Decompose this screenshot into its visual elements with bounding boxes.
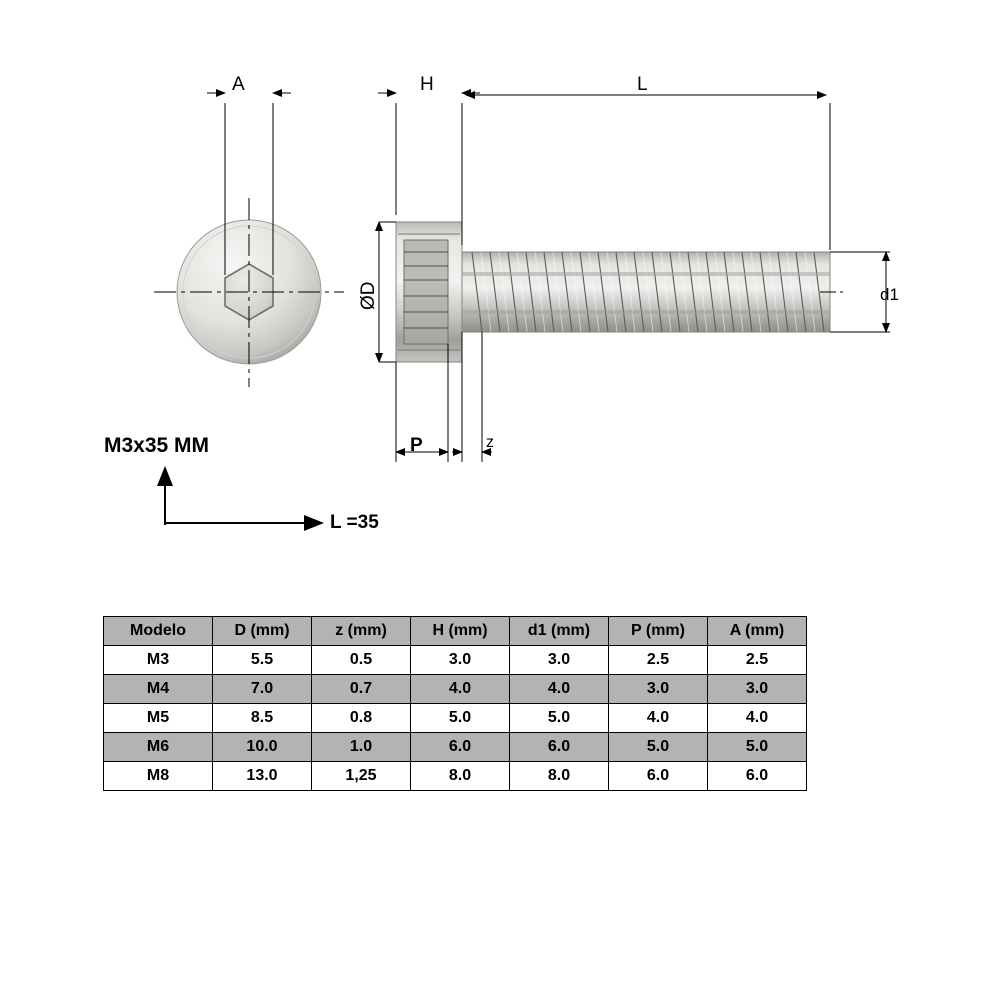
dimension-head-diameter — [379, 222, 396, 362]
table-cell: 4.0 — [609, 704, 708, 733]
table-row — [104, 675, 807, 704]
table-header-cell: P (mm) — [609, 617, 708, 646]
table-cell: 4.0 — [510, 675, 609, 704]
table-cell: 8.5 — [213, 704, 312, 733]
table-row — [104, 704, 807, 733]
table-cell: 4.0 — [411, 675, 510, 704]
table-cell: 1.0 — [312, 733, 411, 762]
table-header-cell: A (mm) — [708, 617, 807, 646]
table-cell: M5 — [104, 704, 213, 733]
dimension-label-H: H — [420, 74, 434, 95]
table-row — [104, 646, 807, 675]
table-cell: M8 — [104, 762, 213, 791]
table-cell: 2.5 — [609, 646, 708, 675]
dimension-label-A: A — [232, 74, 245, 95]
table-cell: 6.0 — [411, 733, 510, 762]
table-cell: 10.0 — [213, 733, 312, 762]
table-cell: 0.5 — [312, 646, 411, 675]
socket-head-screw-front-view — [154, 198, 344, 387]
table-cell: 2.5 — [708, 646, 807, 675]
table-cell: 6.0 — [609, 762, 708, 791]
table-cell: 5.5 — [213, 646, 312, 675]
table-cell: 5.0 — [609, 733, 708, 762]
table-cell: 5.0 — [411, 704, 510, 733]
dimension-label-d1: d1 — [880, 285, 899, 304]
socket-head-screw-side-view — [396, 222, 846, 362]
table-cell: 0.7 — [312, 675, 411, 704]
table-cell: 6.0 — [510, 733, 609, 762]
table-cell: 5.0 — [708, 733, 807, 762]
table-header-cell: Modelo — [104, 617, 213, 646]
table-header-cell: d1 (mm) — [510, 617, 609, 646]
table-header-cell: H (mm) — [411, 617, 510, 646]
table-cell: 3.0 — [708, 675, 807, 704]
table-cell: 13.0 — [213, 762, 312, 791]
table-cell: 5.0 — [510, 704, 609, 733]
part-title: M3x35 MM — [104, 434, 210, 457]
table-cell: 7.0 — [213, 675, 312, 704]
table-cell: 4.0 — [708, 704, 807, 733]
table-cell: M6 — [104, 733, 213, 762]
dimension-label-head-diameter: ØD — [358, 281, 379, 310]
table-cell: 1,25 — [312, 762, 411, 791]
dimension-label-z: z — [486, 434, 494, 451]
callout-arrow-group — [165, 468, 322, 525]
table-cell: M4 — [104, 675, 213, 704]
table-cell: 3.0 — [411, 646, 510, 675]
table-header-cell: D (mm) — [213, 617, 312, 646]
table-cell: 3.0 — [609, 675, 708, 704]
table-cell: 0.8 — [312, 704, 411, 733]
table-cell: 8.0 — [411, 762, 510, 791]
dimension-label-L: L — [637, 74, 648, 95]
dimension-label-P: P — [410, 435, 423, 456]
table-row — [104, 733, 807, 762]
table-cell: 6.0 — [708, 762, 807, 791]
table-cell: 3.0 — [510, 646, 609, 675]
dimension-L — [466, 95, 830, 250]
table-row — [104, 762, 807, 791]
length-callout-label: L =35 — [330, 512, 379, 533]
table-cell: M3 — [104, 646, 213, 675]
specification-table — [103, 616, 807, 791]
table-header-cell: z (mm) — [312, 617, 411, 646]
table-cell: 8.0 — [510, 762, 609, 791]
table-header-row — [104, 617, 807, 646]
